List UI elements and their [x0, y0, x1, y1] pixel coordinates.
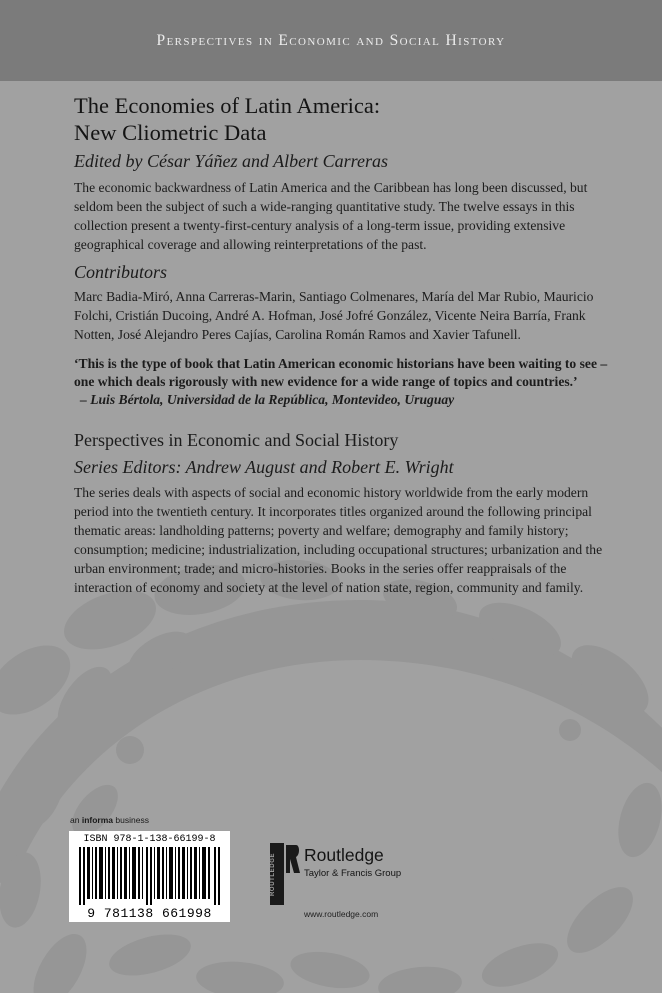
series-description: The series deals with aspects of social and economic history worldwide from the early modern period into the twentieth century. It incorporates titles organized around the following principal thematic areas: landholding patterns; poverty and welfare; demography and family history; consumption; medicine; industrialization, including occupational structures; urbanization and the urban environment; trade; and micro-histories. Books in the series offer reappraisals of the interaction of economy and society at the level of nation state, region, community and family. — [74, 485, 603, 595]
series-banner — [0, 0, 662, 81]
book-description: The economic backwardness of Latin America and the Caribbean has long been discussed, but seldom been the subject of such a wide-ranging quantitative study. The twelve essays in this collection present a twenty-first-century analysis of a long-term issue, providing extensive geographical coverage and allowing reinterpretations of the past. — [74, 180, 588, 252]
barcode-bars — [75, 847, 224, 905]
book-title-line-1: The Economies of Latin America: — [74, 93, 381, 118]
back-cover-content — [74, 92, 614, 597]
book-editors: Edited by César Yáñez and Albert Carreras — [74, 151, 388, 171]
contributors-heading: Contributors — [74, 262, 168, 282]
series-title: Perspectives in Economic and Social History — [74, 430, 399, 450]
publisher-group: Taylor & Francis Group — [304, 868, 402, 879]
endorsement-quote: ‘This is the type of book that Latin American economic historians have been waiting to see – one which deals rigorously with new evidence for a wide range of topics and countries.’ — [74, 356, 608, 389]
barcode-digits: 9 781138 661998 — [87, 906, 212, 921]
endorsement-attribution: – Luis Bértola, Universidad de la República, Montevideo, Uruguay — [80, 392, 455, 407]
publisher-name: Routledge — [304, 845, 384, 865]
isbn-label: ISBN 978-1-138-66199-8 — [83, 834, 216, 845]
informa-brand: informa — [81, 815, 114, 825]
book-title-line-2: New Cliometric Data — [74, 120, 267, 145]
series-editors: Series Editors: Andrew August and Robert E. Wright — [74, 457, 454, 477]
informa-suffix: business — [115, 815, 149, 825]
informa-prefix: an — [70, 815, 80, 825]
isbn-barcode — [69, 831, 230, 922]
publisher-vertical-logo: ROUTLEDGE — [270, 852, 276, 896]
contributors-list: Marc Badia-Miró, Anna Carreras-Marin, Santiago Colmenares, María del Mar Rubio, Mauricio Folchi, Cristián Ducoing, André A. Hofman, José Jofré González, Vicente Neira Barría, Frank Notten, José Alejandro Peres Cajías, Carolina Román Ramos and Xavier Tafunell. — [74, 289, 594, 342]
informa-business-label — [70, 815, 149, 825]
series-banner-text: Perspectives in Economic and Social History — [156, 31, 506, 49]
publisher-url: www.routledge.com — [304, 909, 379, 919]
decorative-wreath-ornament — [0, 560, 662, 993]
book-title — [74, 92, 614, 146]
